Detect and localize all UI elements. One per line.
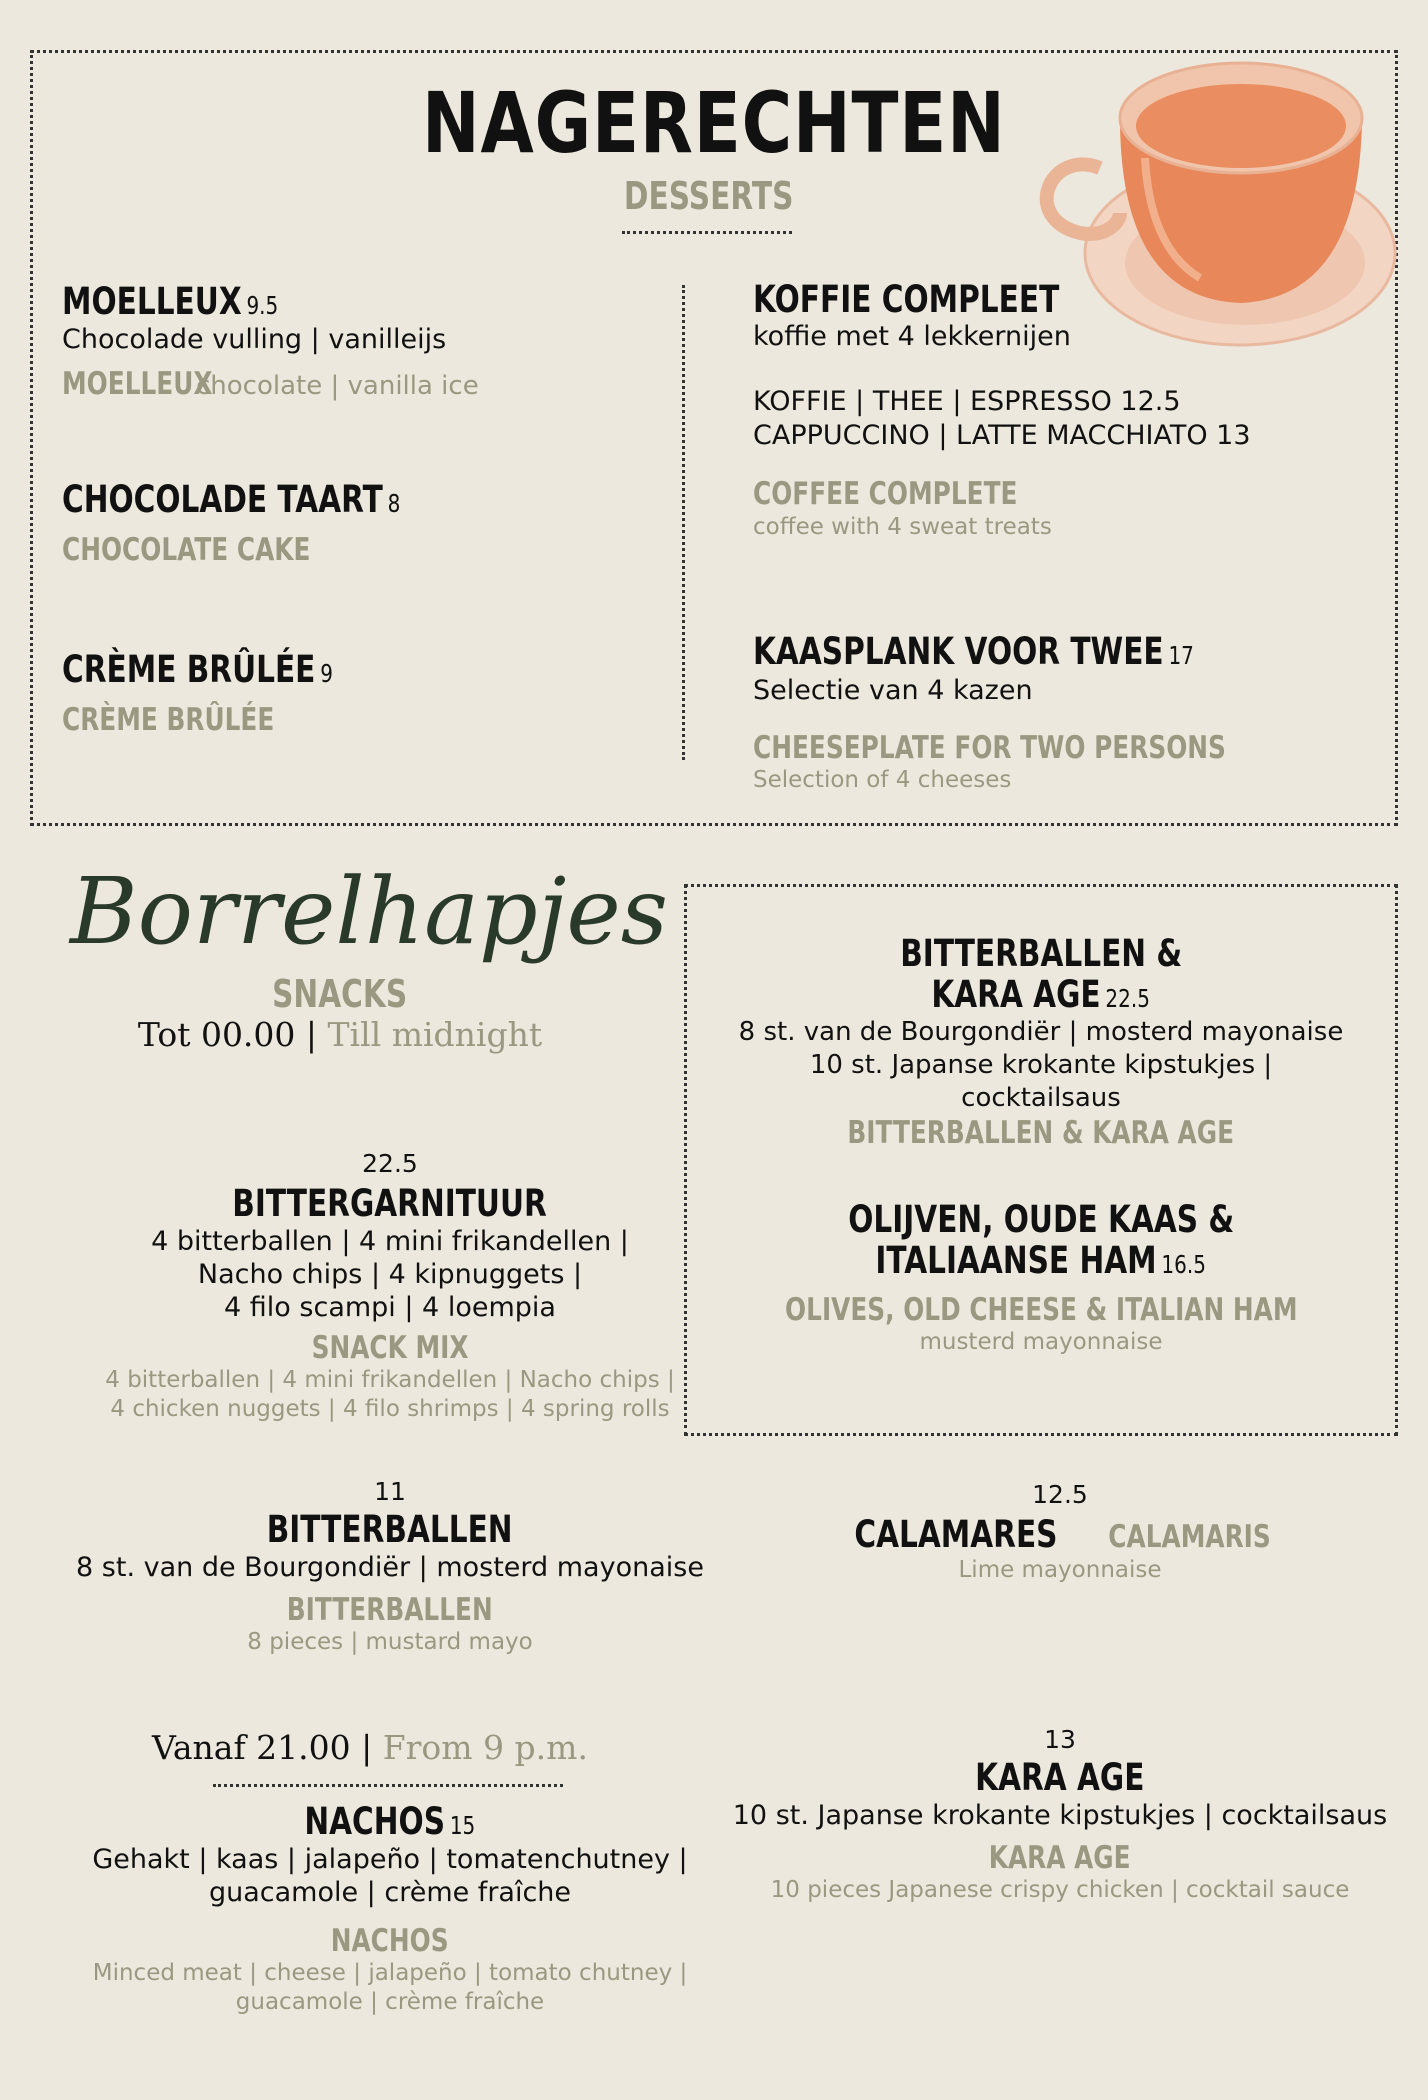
bitter-kara-title-2: KARA AGE 22.5 xyxy=(931,973,1151,1016)
moelleux-desc: Chocolade vulling | vanilleijs xyxy=(62,324,447,355)
nachos-price: 15 xyxy=(449,1811,476,1840)
moelleux-price: 9.5 xyxy=(246,291,279,320)
kara-age-en: KARA AGE xyxy=(989,1840,1131,1876)
calamares-title: CALAMARES xyxy=(854,1513,1058,1556)
snacks-hours-nl: Tot 00.00 xyxy=(137,1015,296,1054)
desserts-title: NAGERECHTEN xyxy=(422,74,1006,172)
coffee-complete-en-desc: coffee with 4 sweat treats xyxy=(753,514,1052,540)
kara-age-price: 13 xyxy=(1044,1725,1076,1754)
nachos-title: NACHOS 15 xyxy=(304,1800,476,1843)
snack-mix-en: SNACK MIX xyxy=(311,1330,469,1366)
cappuccino-prices: CAPPUCCINO | LATTE MACCHIATO 13 xyxy=(753,420,1251,451)
coffee-complete-en: COFFEE COMPLETE xyxy=(753,476,1018,512)
bitterballen-price: 11 xyxy=(374,1477,406,1506)
nachos-desc-1: Gehakt | kaas | jalapeño | tomatenchutney | xyxy=(92,1844,688,1875)
nachos-desc-2: guacamole | crème fraîche xyxy=(208,1877,572,1908)
from-time-divider xyxy=(213,1784,563,1787)
snack-mix-en-desc-1: 4 bitterballen | 4 mini frikandellen | Nacho chips | xyxy=(105,1367,675,1393)
bitter-kara-desc-2: 10 st. Japanse krokante kipstukjes | xyxy=(809,1050,1273,1080)
nachos-en-desc-1: Minced meat | cheese | jalapeño | tomato chutney | xyxy=(92,1960,688,1986)
olijven-title-2: ITALIAANSE HAM 16.5 xyxy=(875,1239,1207,1282)
snack-mix-en-desc-2: 4 chicken nuggets | 4 filo shrimps | 4 spring rolls xyxy=(110,1396,670,1422)
moelleux-en-name: MOELLEUX xyxy=(62,366,213,402)
koffie-compleet-title: KOFFIE COMPLEET xyxy=(753,278,1060,321)
desserts-header-divider xyxy=(622,231,792,234)
kara-age-en-desc: 10 pieces Japanese crispy chicken | cocktail sauce xyxy=(770,1877,1350,1903)
olives-en: OLIVES, OLD CHEESE & ITALIAN HAM xyxy=(784,1292,1298,1328)
bitter-kara-price: 22.5 xyxy=(1105,984,1151,1013)
bitter-kara-desc-3: cocktailsaus xyxy=(961,1083,1121,1113)
from-time-sep: | xyxy=(350,1728,383,1767)
moelleux-title: MOELLEUX 9.5 xyxy=(62,280,279,323)
desserts-subtitle: DESSERTS xyxy=(624,174,794,218)
calamaris-en-desc: Lime mayonnaise xyxy=(958,1557,1162,1583)
snacks-title: Borrelhapjes xyxy=(70,858,668,965)
cheeseplate-en: CHEESEPLATE FOR TWO PERSONS xyxy=(753,730,1226,766)
bittergarnituur-desc-3: 4 filo scampi | 4 loempia xyxy=(224,1292,556,1323)
snacks-subtitle: SNACKS xyxy=(272,972,408,1016)
olives-en-desc: musterd mayonnaise xyxy=(919,1329,1163,1355)
nachos-en-desc-2: guacamole | crème fraîche xyxy=(235,1989,545,2015)
from-time-en: From 9 p.m. xyxy=(382,1728,588,1767)
bitterballen-desc: 8 st. van de Bourgondiër | mosterd mayonaise xyxy=(76,1552,704,1583)
creme-brulee-price: 9 xyxy=(320,659,333,688)
bittergarnituur-desc-1: 4 bitterballen | 4 mini frikandellen | xyxy=(151,1226,629,1257)
bitterballen-title: BITTERBALLEN xyxy=(267,1508,513,1551)
chocolate-cake-en: CHOCOLATE CAKE xyxy=(62,532,311,568)
bittergarnituur-title: BITTERGARNITUUR xyxy=(232,1182,548,1225)
from-time-nl: Vanaf 21.00 xyxy=(152,1728,351,1767)
bitter-kara-title-1: BITTERBALLEN & xyxy=(900,932,1182,975)
bitter-kara-en: BITTERBALLEN & KARA AGE xyxy=(847,1115,1235,1151)
chocolade-taart-title: CHOCOLADE TAART 8 xyxy=(62,478,401,521)
kaasplank-desc: Selectie van 4 kazen xyxy=(753,675,1033,706)
creme-brulee-en: CRÈME BRÛLÉE xyxy=(62,702,275,738)
calamares-price: 12.5 xyxy=(1032,1480,1088,1509)
chocolade-taart-price: 8 xyxy=(387,489,401,518)
koffie-compleet-desc: koffie met 4 lekkernijen xyxy=(753,321,1071,352)
olijven-title-1: OLIJVEN, OUDE KAAS & xyxy=(847,1198,1234,1241)
kara-age-desc: 10 st. Japanse krokante kipstukjes | cocktailsaus xyxy=(732,1800,1388,1831)
cheeseplate-en-desc: Selection of 4 cheeses xyxy=(753,767,1012,793)
snacks-hours-sep: | xyxy=(295,1015,328,1054)
desserts-divider xyxy=(682,285,685,760)
koffie-thee-prices: KOFFIE | THEE | ESPRESSO 12.5 xyxy=(753,386,1181,417)
olijven-price: 16.5 xyxy=(1161,1250,1207,1279)
nachos-en: NACHOS xyxy=(331,1923,449,1959)
kaasplank-title: KAASPLANK VOOR TWEE 17 xyxy=(753,630,1194,673)
bittergarnituur-desc-2: Nacho chips | 4 kipnuggets | xyxy=(197,1259,583,1290)
kara-age-title: KARA AGE xyxy=(975,1756,1145,1799)
calamaris-en: CALAMARIS xyxy=(1108,1519,1271,1555)
bitterballen-en-desc: 8 pieces | mustard mayo xyxy=(247,1629,533,1655)
moelleux-en-desc: chocolate | vanilla ice xyxy=(196,371,479,401)
kaasplank-price: 17 xyxy=(1168,641,1194,670)
snacks-hours-en: Till midnight xyxy=(327,1015,543,1054)
bittergarnituur-price: 22.5 xyxy=(362,1149,418,1178)
bitter-kara-desc-1: 8 st. van de Bourgondiër | mosterd mayonaise xyxy=(738,1017,1344,1047)
bitterballen-en: BITTERBALLEN xyxy=(287,1592,493,1628)
creme-brulee-title: CRÈME BRÛLÉE 9 xyxy=(62,648,333,691)
